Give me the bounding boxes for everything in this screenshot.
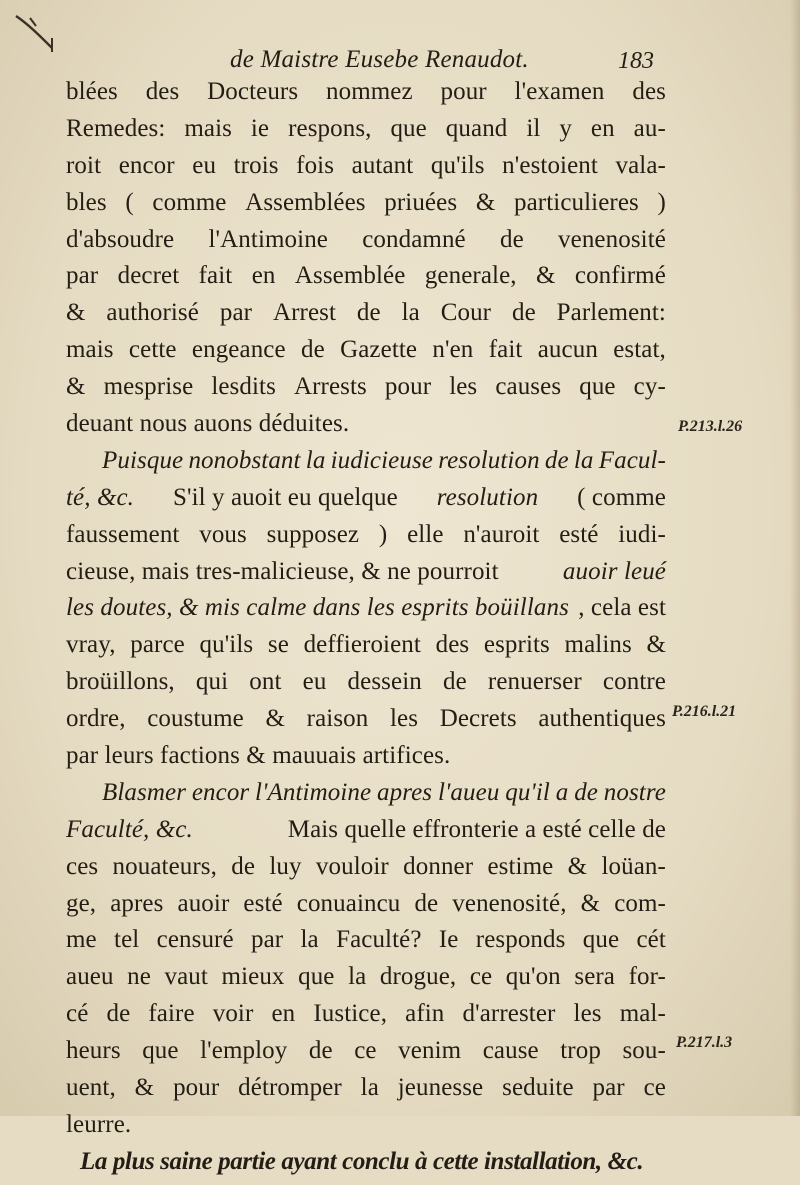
text-segment: & authorisé par Arrest de la Cour de Parlement:	[66, 299, 666, 327]
text-line	[66, 1111, 666, 1148]
text-line	[66, 115, 666, 152]
text-line	[66, 890, 666, 927]
text-segment: heurs que l'employ de ce venim cause trop sou-	[66, 1037, 666, 1065]
text-line	[66, 447, 666, 484]
text-segment: d'absoudre l'Antimoine condamné de venenosité	[66, 225, 666, 253]
text-line	[66, 816, 666, 853]
text-segment: deuant nous auons déduites.	[66, 410, 350, 438]
margin-note-reference: P.213.l.26	[678, 418, 743, 435]
text-segment: ces nouateurs, de luy vouloir donner estime & loüan-	[66, 852, 666, 880]
text-line	[66, 521, 666, 558]
text-segment: mais cette engeance de Gazette n'en fait aucun estat,	[66, 336, 666, 364]
text-segment: ( comme	[570, 483, 666, 511]
margin-note-reference: P.217.l.3	[676, 1034, 733, 1051]
text-line	[66, 152, 666, 189]
text-segment: vray, parce qu'ils se deffieroient des esprits malins &	[66, 631, 666, 659]
text-segment: broüillons, qui ont eu dessein de renuerser contre	[66, 668, 666, 696]
text-segment: cieuse, mais tres-malicieuse, & ne pourroit	[66, 557, 505, 585]
text-line	[66, 779, 666, 816]
text-segment: bles ( comme Assemblées priuées & particulieres )	[66, 188, 666, 216]
text-segment: Puisque nonobstant la iudicieuse resolution de la Facul-	[102, 446, 666, 474]
text-segment: par decret fait en Assemblée generale, & confirmé	[66, 262, 666, 290]
text-line	[66, 1074, 666, 1111]
text-segment: me tel censuré par la Faculté? Ie responds que cét	[66, 926, 666, 954]
text-segment: Remedes: mais ie respons, que quand il y en au-	[66, 114, 666, 142]
text-segment: té, &c.	[66, 483, 135, 511]
text-line	[66, 1000, 666, 1037]
text-segment: La plus saine partie ayant conclu à cette installation, &c.	[80, 1147, 644, 1175]
text-line	[66, 594, 666, 631]
margin-note-reference: P.216.l.21	[672, 703, 737, 720]
body-text	[66, 78, 666, 1185]
text-segment: aueu ne vaut mieux que la drogue, ce qu'on sera for-	[66, 963, 666, 991]
text-line	[66, 1148, 666, 1185]
text-segment: S'il y auoit eu quelque	[166, 483, 405, 511]
text-line	[66, 226, 666, 263]
text-line	[66, 262, 666, 299]
text-segment: Faculté, &c.	[66, 815, 193, 843]
text-line	[66, 853, 666, 890]
running-head-title: de Maistre Eusebe Renaudot.	[230, 46, 529, 73]
text-segment: leurre.	[66, 1110, 132, 1138]
text-line	[66, 373, 666, 410]
text-line	[66, 336, 666, 373]
text-line	[66, 558, 666, 595]
text-line	[66, 926, 666, 963]
text-segment: uent, & pour détromper la jeunesse seduite par ce	[66, 1074, 666, 1102]
text-segment: Mais quelle effronterie a esté celle de	[281, 815, 666, 843]
text-segment: les doutes, & mis calme dans les esprits boüillans	[66, 594, 569, 622]
text-line	[66, 484, 666, 521]
text-line	[66, 631, 666, 668]
text-line	[66, 742, 666, 779]
text-line	[66, 78, 666, 115]
text-line	[66, 963, 666, 1000]
page-edge-shadow	[790, 0, 800, 1116]
text-line	[66, 1037, 666, 1074]
text-segment: blées des Docteurs nommez pour l'examen des	[66, 78, 666, 105]
text-segment: auoir leué	[562, 557, 666, 585]
text-line	[66, 189, 666, 226]
text-line	[66, 668, 666, 705]
text-line	[66, 410, 666, 447]
text-segment: , cela est	[578, 594, 666, 622]
text-segment: & mesprise lesdits Arrests pour les causes que cy-	[66, 373, 666, 401]
text-segment: cé de faire voir en Iustice, afin d'arrester les mal-	[66, 1000, 666, 1028]
text-line	[66, 299, 666, 336]
text-segment: roit encor eu trois fois autant qu'ils n'estoient vala-	[66, 151, 666, 179]
text-segment: faussement vous supposez ) elle n'auroit esté iudi-	[66, 520, 666, 548]
text-line	[66, 705, 666, 742]
text-segment: Blasmer encor l'Antimoine apres l'aueu qu'il a de nostre	[102, 778, 666, 806]
text-segment: par leurs factions & mauuais artifices.	[66, 742, 451, 770]
text-segment: ordre, coustume & raison les Decrets authentiques	[66, 705, 666, 733]
page-number: 183	[618, 48, 654, 74]
text-segment: ge, apres auoir esté conuaincu de venenosité, & com-	[66, 889, 666, 917]
text-segment: resolution	[436, 483, 539, 511]
